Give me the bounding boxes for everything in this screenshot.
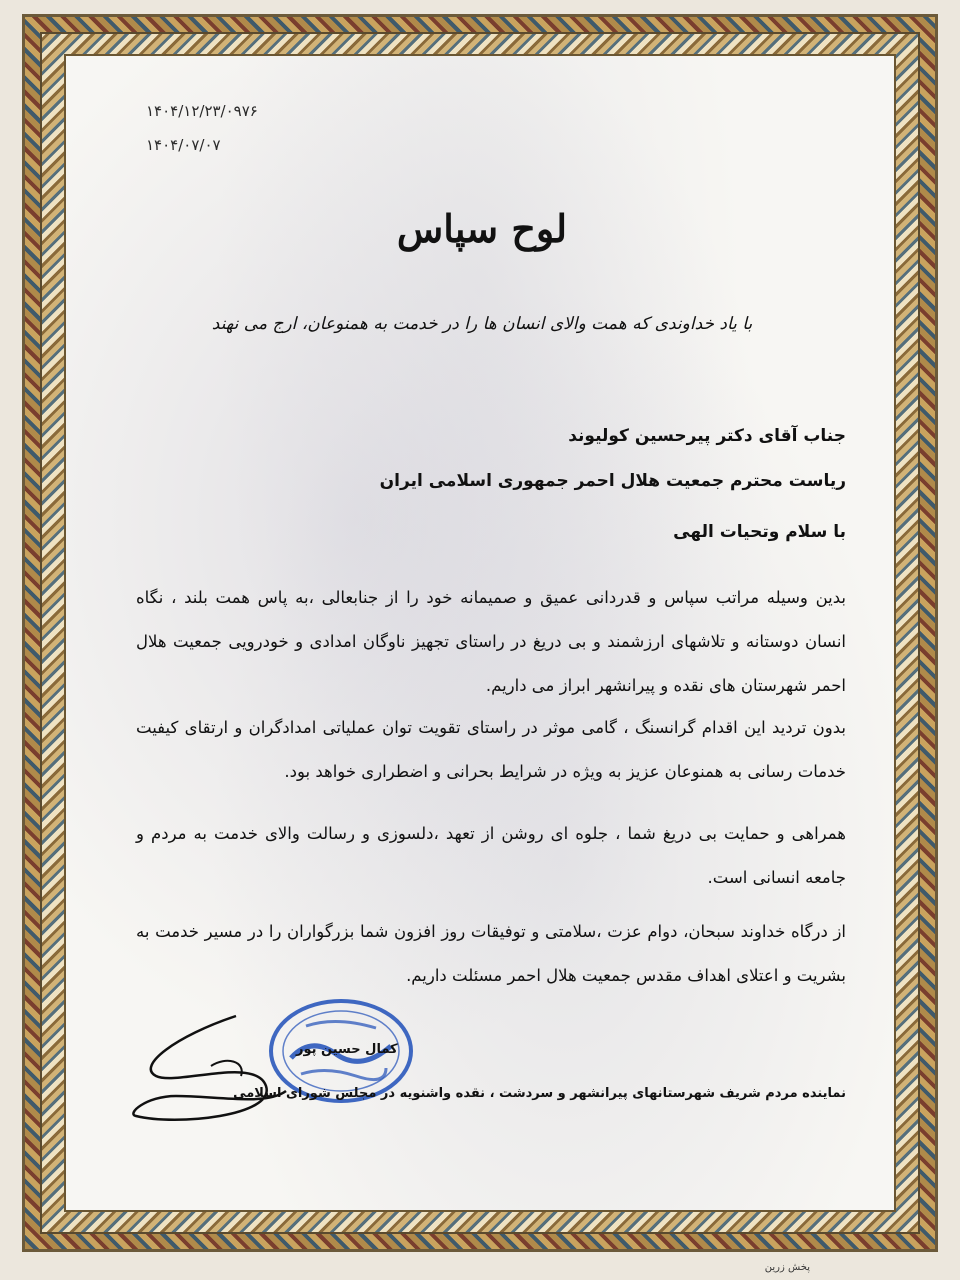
handwritten-signature (116, 996, 296, 1136)
reference-number: ۱۴۰۴/۱۲/۲۳/۰۹۷۶ (146, 102, 258, 120)
paragraph-2: بدون تردید این اقدام گرانسنگ ، گامی موثر در راستای تقویت توان عملیاتی امدادگران و ارتقای کیفیت خدمات رسانی به همنوعان عزیز به ویژه در شرایط بحرانی و اضطراری خواهد بود. (136, 718, 846, 781)
certificate-title: لوح سپاس (396, 206, 568, 251)
certificate-paper (64, 54, 896, 1212)
signatory-title: نماینده مردم شریف شهرستانهای پیرانشهر و سردشت ، نقده واشنویه در مجلس شورای اسلامی (233, 1086, 846, 1101)
recipient-name: جناب آقای دکتر پیرحسین کولیوند (568, 426, 846, 446)
paragraph-3: همراهی و حمایت بی دریغ شما ، جلوه ای روشن از تعهد ،دلسوزی و رسالت والای خدمت به مردم و جامعه انسانی است. (136, 824, 846, 887)
paragraph-1: بدین وسیله مراتب سپاس و قدردانی عمیق و صمیمانه خود را از جنابعالی ،به پاس همت بلند ، نگاه انسان دوستانه و تلاشهای ارزشمند و بی دریغ در راستای تجهیز ناوگان امدادی و خودرویی جمعیت هلال احمر شهرستان های نقده و پیرانشهر ابراز می داریم. (136, 588, 846, 695)
footer-note: پخش زرین (764, 1262, 810, 1273)
motto: با یاد خداوندی که همت والای انسان ها را در خدمت به همنوعان، ارج می نهند (211, 314, 753, 334)
signatory-name: کمال حسین پور (296, 1042, 398, 1057)
paragraph-4: از درگاه خداوند سبحان، دوام عزت ،سلامتی و توفیقات روز افزون شما بزرگواران را در مسیر خدمت به بشریت و اعتلای اهداف مقدس جمعیت هلال احمر مسئلت داریم. (136, 922, 846, 985)
recipient-position: ریاست محترم جمعیت هلال احمر جمهوری اسلامی ایران (379, 471, 846, 491)
letter-date: ۱۴۰۴/۰۷/۰۷ (146, 136, 221, 154)
greeting: با سلام وتحیات الهی (673, 522, 846, 542)
